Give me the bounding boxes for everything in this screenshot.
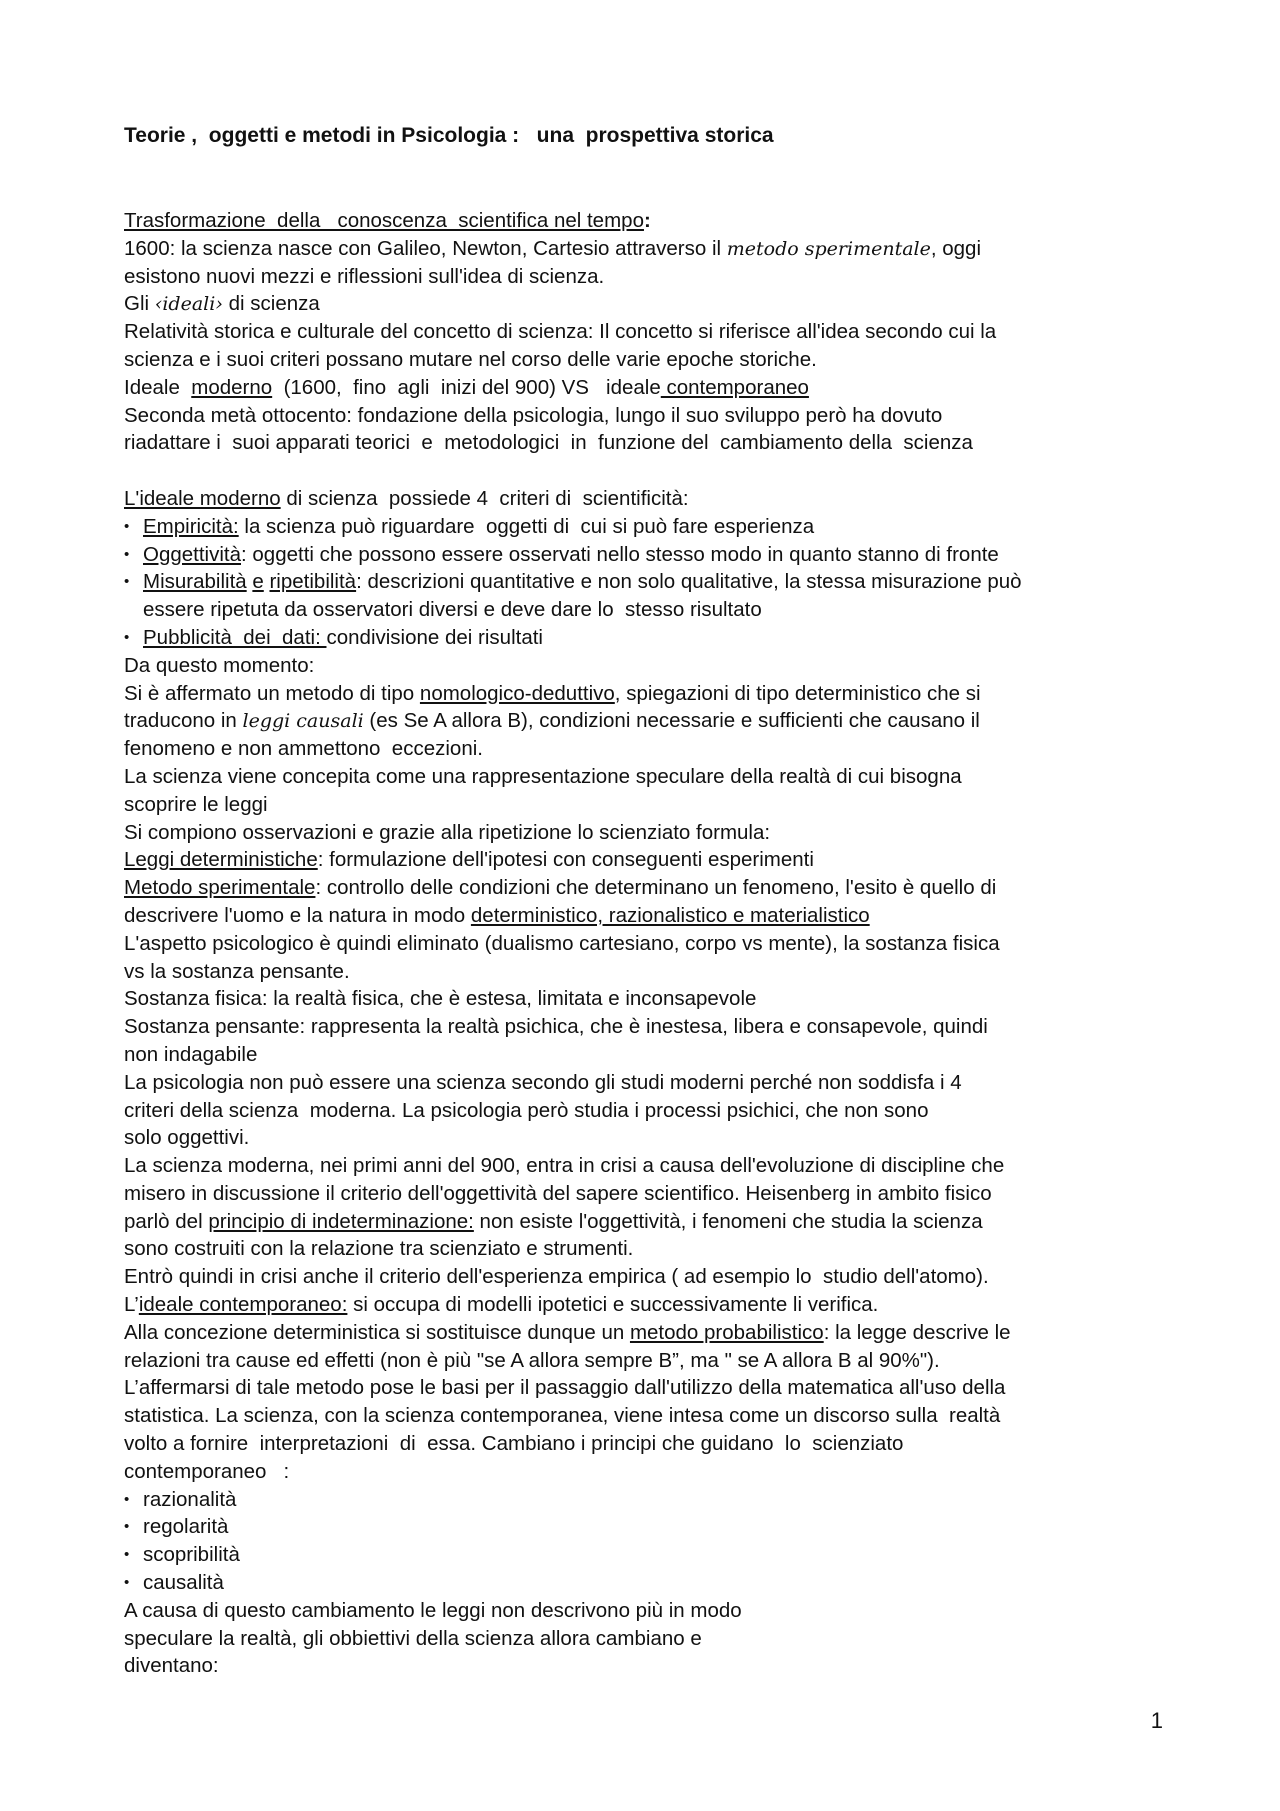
underlined-term: ideale contemporaneo: [138,1293,348,1317]
paragraph-line [124,874,1184,902]
paragraph-line: solo oggettivi. [124,1126,250,1150]
text-span: di scienza possiede 4 criteri di scientificità: [280,486,689,510]
document-body [124,207,1184,1680]
text-span: traducono in [124,709,243,733]
paragraph-line: La scienza moderna, nei primi anni del 900, entra in crisi a causa dell'evoluzione di discipline che [124,1154,1005,1178]
list-item [124,541,1184,569]
underlined-term: Pubblicità dei dati: [143,625,327,649]
paragraph-line: esistono nuovi mezzi e riflessioni sull'idea di scienza. [124,264,605,288]
italic-term: ‹ideali› [154,293,223,316]
text-span: si occupa di modelli ipotetici e successivamente li verifica. [347,1293,879,1317]
underlined-term: nomologico-deduttivo [419,681,615,705]
paragraph-line: volto a fornire interpretazioni di essa. Cambiano i principi che guidano lo scienziato [124,1432,904,1456]
list-item [124,568,1184,596]
text-span: , oggi [930,236,982,260]
text-span: 1600: la scienza nasce con Galileo, Newton, Cartesio attraverso il [124,236,727,260]
paragraph-line: Da questo momento: [124,653,315,677]
paragraph-line [124,374,1184,402]
blank-line [124,457,1184,485]
paragraph-line: sono costruiti con la relazione tra scienziato e strumenti. [124,1237,634,1261]
paragraph-line [124,235,1184,263]
text-span: : descrizioni quantitative e non solo qualitative, la stessa misurazione può [356,570,1022,594]
paragraph-line: non indagabile [124,1042,258,1066]
paragraph-line: vs la sostanza pensante. [124,959,350,983]
paragraph-line [124,1291,1184,1319]
text-span: (1600, fino agli inizi del 900) VS ideale [272,375,661,399]
paragraph-line [124,680,1184,708]
heading-colon: : [643,209,651,232]
underlined-term: Metodo sperimentale [124,876,316,900]
list-item-continuation: essere ripetuta da osservatori diversi e deve dare lo stesso risultato [143,598,762,622]
text-span: non esiste l'oggettività, i fenomeni che studia la scienza [473,1209,983,1233]
paragraph-line: A causa di questo cambiamento le leggi non descrivono più in modo [124,1598,742,1622]
paragraph-line: Entrò quindi in crisi anche il criterio dell'esperienza empirica ( ad esempio lo studio dell'atomo). [124,1265,989,1289]
underlined-term: Misurabilità [143,570,247,594]
list-item [124,513,1184,541]
paragraph-line: Relatività storica e culturale del concetto di scienza: Il concetto si riferisce all'idea secondo cui la [124,320,997,344]
underlined-term: e [252,570,264,594]
paragraph-line: Seconda metà ottocento: fondazione della psicologia, lungo il suo sviluppo però ha dovuto [124,403,943,427]
document-title: Teorie , oggetti e metodi in Psicologia : una prospettiva storica [124,124,774,147]
paragraph-line: L'aspetto psicologico è quindi eliminato (dualismo cartesiano, corpo vs mente), la sostanza fisica [124,931,1000,955]
text-span: L’ [124,1293,139,1317]
text-span: Ideale [124,375,192,399]
paragraph-line: La psicologia non può essere una scienza secondo gli studi moderni perché non soddisfa i 4 [124,1070,962,1094]
underlined-term: contemporaneo [660,375,809,399]
text-span: Alla concezione deterministica si sostituisce dunque un [124,1320,630,1344]
underlined-term: ripetibilità [269,570,357,594]
paragraph-line: scoprire le leggi [124,792,268,816]
underlined-term: L'ideale moderno [124,486,281,510]
paragraph-line: relazioni tra cause ed effetti (non è più "se A allora sempre B”, ma " se A allora B al 90%"). [124,1348,940,1372]
underlined-term: Oggettività [143,542,241,566]
paragraph-line [124,290,1184,318]
paragraph-line [124,1319,1184,1347]
paragraph-line: contemporaneo : [124,1459,290,1483]
list-item: • causalità [124,1569,1184,1597]
paragraph-line: Sostanza pensante: rappresenta la realtà psichica, che è inestesa, libera e consapevole, quindi [124,1015,988,1039]
text-span: descrivere l'uomo e la natura in modo [124,903,471,927]
text-span: di scienza [222,292,320,316]
list-item: • scopribilità [124,1541,1184,1569]
paragraph-line: misero in discussione il criterio dell'oggettività del sapere scientifico. Heisenberg in ambito fisico [124,1181,992,1205]
text-span: Gli [124,292,155,316]
paragraph-line [124,485,1184,513]
paragraph-line: L’affermarsi di tale metodo pose le basi per il passaggio dall'utilizzo della matematica all'uso della [124,1376,1006,1400]
paragraph-line: criteri della scienza moderna. La psicologia però studia i processi psichici, che non sono [124,1098,929,1122]
text-span: : controllo delle condizioni che determinano un fenomeno, l'esito è quello di [315,876,997,900]
italic-term: leggi causali [242,710,364,733]
paragraph-line: La scienza viene concepita come una rappresentazione speculare della realtà di cui bisogna [124,764,962,788]
paragraph-line [124,846,1184,874]
text-span: : la legge descrive le [823,1320,1011,1344]
paragraph-line [124,1208,1184,1236]
italic-term: metodo sperimentale [726,237,931,260]
paragraph-line: Si compiono osservazioni e grazie alla ripetizione lo scienziato formula: [124,820,771,844]
text-span: , spiegazioni di tipo deterministico che si [614,681,981,705]
paragraph-line: scienza e i suoi criteri possano mutare nel corso delle varie epoche storiche. [124,347,817,371]
text-span: la scienza può riguardare oggetti di cui si può fare esperienza [238,514,815,538]
text-span: parlò del [124,1209,209,1233]
paragraph-line: Sostanza fisica: la realtà fisica, che è estesa, limitata e inconsapevole [124,987,757,1011]
text-span: condivisione dei risultati [326,625,543,649]
underlined-term: principio di indeterminazione: [208,1209,474,1233]
underlined-term: moderno [191,375,273,399]
text-span: (es Se A allora B), condizioni necessarie e sufficienti che causano il [363,709,980,733]
text-span: : oggetti che possono essere osservati nello stesso modo in quanto stanno di fronte [241,542,999,566]
list-item: • razionalità [124,1486,1184,1514]
paragraph-line [124,902,1184,930]
list-item: • regolarità [124,1513,1184,1541]
underlined-term: metodo probabilistico [629,1320,824,1344]
paragraph-line: speculare la realtà, gli obbiettivi della scienza allora cambiano e [124,1626,702,1650]
paragraph-line [124,707,1184,735]
text-span: : formulazione dell'ipotesi con conseguenti esperimenti [317,848,814,872]
text-span: Si è affermato un metodo di tipo [124,681,420,705]
underlined-term: deterministico, razionalistico e materialistico [470,903,870,927]
paragraph-line: diventano: [124,1654,219,1678]
paragraph-line: fenomeno e non ammettono eccezioni. [124,737,483,761]
list-item [124,624,1184,652]
page-number: 1 [1150,1708,1163,1733]
underlined-term: Empiricità: [143,514,239,538]
paragraph-line: statistica. La scienza, con la scienza contemporanea, viene intesa come un discorso sulla realtà [124,1404,1001,1428]
underlined-term: Leggi deterministiche [124,848,318,872]
section-heading: Trasformazione della conoscenza scientifica nel tempo [124,209,644,232]
paragraph-line: riadattare i suoi apparati teorici e metodologici in funzione del cambiamento della scienza [124,431,973,455]
paragraph-line [124,207,1184,235]
